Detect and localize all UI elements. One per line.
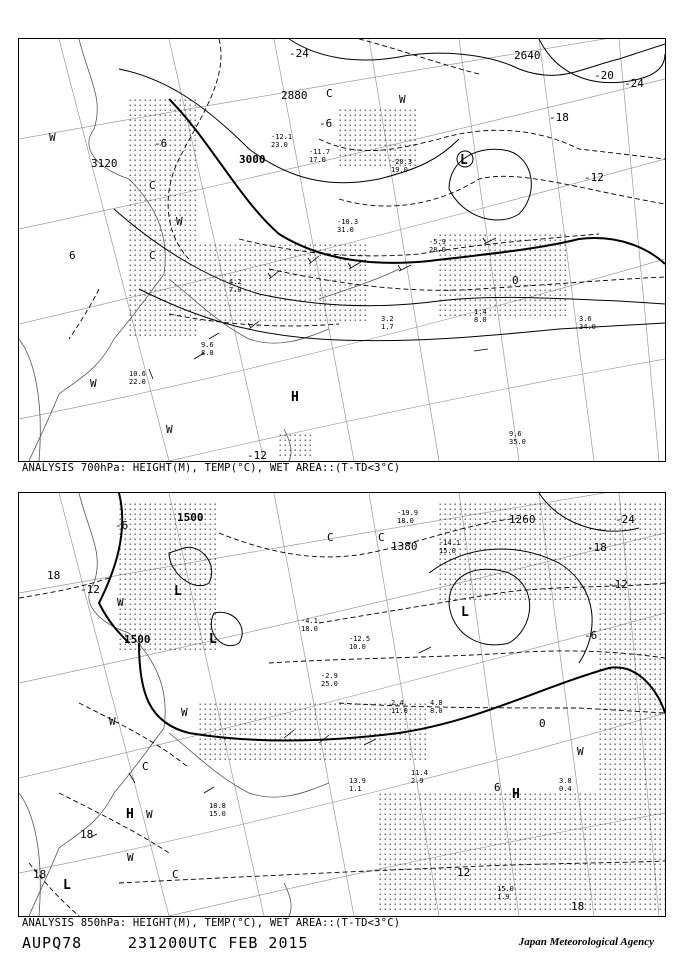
issue-time: 231200UTC FEB 2015 [128,934,309,952]
svg-text:1.4: 1.4 [474,308,487,316]
station-plot [349,635,370,651]
low-center: L [63,878,71,893]
svg-text:8.0: 8.0 [201,349,214,357]
wet-area-patch [379,793,665,913]
cold-marker: C [378,531,385,544]
temp-label: 0 [512,274,519,287]
temp-label: -6 [319,117,333,130]
wet-area-patch [199,244,369,324]
svg-text:15.0: 15.0 [209,810,226,818]
station-plot [321,672,338,688]
svg-text:-20.3: -20.3 [391,158,413,166]
temp-label: -12 [584,171,604,184]
warm-marker: W [181,706,188,719]
svg-text:10.0: 10.0 [349,643,366,651]
svg-text:2.9: 2.9 [411,777,424,785]
svg-text:15.0: 15.0 [497,885,514,893]
product-code: AUPQ78 [22,934,83,952]
height-label: 3000 [239,153,266,166]
temp-label: -18 [587,541,607,554]
svg-text:9.6: 9.6 [509,430,522,438]
station-plot [474,308,487,324]
map-850hpa [19,493,665,916]
svg-text:-2.9: -2.9 [321,672,338,680]
svg-text:7.0: 7.0 [229,286,242,294]
agency-credit: Japan Meteorological Agency [518,936,654,948]
map-panel-850hpa [18,492,666,917]
svg-text:2.4: 2.4 [391,699,404,707]
low-center: L [174,584,182,599]
svg-text:1.1: 1.1 [349,785,362,793]
height-label: 1260 [509,513,536,526]
svg-text:-12.1: -12.1 [271,133,293,141]
svg-text:3.6: 3.6 [579,315,592,323]
svg-text:0.4: 0.4 [559,785,572,793]
warm-marker: W [399,93,406,106]
station-plot [509,430,526,446]
svg-text:35.0: 35.0 [509,438,526,446]
temp-label: 18 [571,900,585,913]
wet-area-patch [119,503,219,653]
svg-text:17.0: 17.0 [309,156,326,164]
caption-850hpa: ANALYSIS 850hPa: HEIGHT(M), TEMP(°C), WET AREA::(T-TD<3°C) [22,917,401,929]
station-plot [579,315,596,331]
warm-marker: W [117,596,124,609]
svg-text:1.9: 1.9 [497,893,510,901]
svg-text:4.8: 4.8 [430,699,443,707]
height-label: 1500 [124,633,151,646]
svg-text:23.0: 23.0 [271,141,288,149]
svg-text:-11.7: -11.7 [309,148,331,156]
cold-marker: C [149,179,156,192]
svg-text:10.6: 10.6 [129,370,146,378]
wet-area [129,99,199,339]
height-label: 3120 [91,157,118,170]
temp-label: 6 [69,249,76,262]
temp-label: 18 [47,569,61,582]
station-plot [271,133,292,149]
station-plot [201,341,214,357]
warm-marker: W [49,131,56,144]
temp-label: -12 [608,578,628,591]
svg-text:3.2: 3.2 [381,315,394,323]
svg-text:34.0: 34.0 [579,323,596,331]
temp-label: -6 [154,137,168,150]
station-plot [337,218,358,234]
wet-area-patch [279,434,314,459]
low-center: L [460,153,468,168]
svg-text:8.0: 8.0 [474,316,487,324]
svg-text:22.0: 22.0 [129,378,146,386]
caption-700hpa: ANALYSIS 700hPa: HEIGHT(M), TEMP(°C), WET AREA::(T-TD<3°C) [22,462,401,474]
station-plot [429,238,446,254]
svg-text:4.2: 4.2 [229,278,242,286]
low-center: L [209,632,217,647]
svg-text:31.0: 31.0 [337,226,354,234]
temp-label: 18 [33,868,47,881]
temp-label: 18 [80,828,94,841]
station-plot [381,315,394,331]
temp-label: 6 [494,781,501,794]
temp-label: -24 [615,513,635,526]
height-label: 1380 [391,540,418,553]
temp-label: 12 [457,866,471,879]
svg-text:11.4: 11.4 [411,769,428,777]
temp-label: -24 [624,77,644,90]
warm-marker: W [146,808,153,821]
warm-marker: W [127,851,134,864]
cold-marker: C [149,249,156,262]
station-plot [129,370,146,386]
station-plot [397,509,418,525]
station-plot [209,802,226,818]
station-plot [301,617,318,633]
temp-label: -6 [115,519,129,532]
station-plot [229,278,242,294]
high-center: H [512,787,520,802]
map-700hpa [19,39,665,461]
high-center: H [126,807,134,822]
svg-text:-4.1: -4.1 [301,617,318,625]
map-panel-700hpa [18,38,666,462]
svg-text:11.0: 11.0 [391,707,408,715]
temp-label: -12 [247,449,267,461]
temp-label: -18 [549,111,569,124]
temp-label: -20 [594,69,614,82]
warm-marker: W [109,715,116,728]
wet-area-patch [439,234,569,319]
svg-text:18.0: 18.0 [301,625,318,633]
svg-text:28.0: 28.0 [429,246,446,254]
warm-marker: W [90,377,97,390]
temp-label: 0 [539,717,546,730]
svg-text:19.0: 19.0 [391,166,408,174]
svg-text:18.8: 18.8 [209,802,226,810]
height-label: 1500 [177,511,204,524]
warm-marker: W [176,215,183,228]
high-center: H [291,390,299,405]
height-label: 2640 [514,49,541,62]
station-plot [309,148,330,164]
svg-text:-19.9: -19.9 [397,509,419,517]
temp-label: -24 [289,47,309,60]
svg-text:-12.5: -12.5 [349,635,371,643]
svg-text:15.0: 15.0 [439,547,456,555]
temp-label: -12 [80,583,100,596]
svg-text:-10.3: -10.3 [337,218,359,226]
temp-label: -6 [584,629,598,642]
cold-marker: C [142,760,149,773]
station-plot [411,769,428,785]
warm-marker: W [577,745,584,758]
cold-marker: C [172,868,179,881]
svg-text:3.8: 3.8 [559,777,572,785]
station-plot [430,699,443,715]
svg-text:9.6: 9.6 [201,341,214,349]
svg-text:-5.9: -5.9 [429,238,446,246]
svg-text:-14.1: -14.1 [439,539,461,547]
svg-text:1.7: 1.7 [381,323,394,331]
svg-text:8.0: 8.0 [430,707,443,715]
station-plot [349,777,366,793]
cold-marker: C [326,87,333,100]
low-center: L [461,605,469,620]
station-plot [391,699,408,715]
height-label: 2880 [281,89,308,102]
svg-text:25.0: 25.0 [321,680,338,688]
svg-text:13.9: 13.9 [349,777,366,785]
svg-text:18.0: 18.0 [397,517,414,525]
station-plot [559,777,572,793]
cold-marker: C [327,531,334,544]
warm-marker: W [166,423,173,436]
